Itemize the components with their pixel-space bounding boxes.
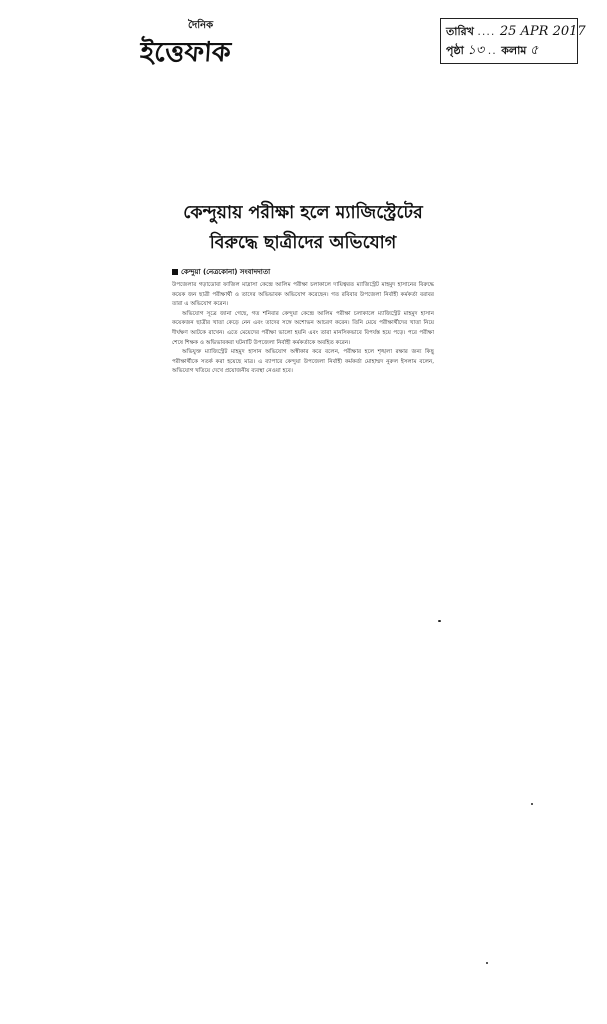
article-body <box>172 281 434 377</box>
stamp-column-label: কলাম <box>501 44 527 57</box>
square-bullet-icon <box>172 269 178 275</box>
scan-speck <box>438 620 441 622</box>
scan-speck <box>531 803 533 805</box>
stamp-date-label: তারিখ <box>446 25 474 38</box>
headline-line-2: বিরুদ্ধে ছাত্রীদের অভিযোগ <box>209 233 397 253</box>
scan-speck <box>486 962 488 964</box>
stamp-page-value: ১৩ <box>467 43 485 58</box>
stamp-dots: .... <box>477 25 500 38</box>
stamp-date-value: 25 APR 2017 <box>499 24 586 39</box>
newspaper-clipping <box>172 198 434 450</box>
stamp-page-label: পৃষ্ঠা <box>446 44 464 57</box>
byline-text: কেন্দুয়া (নেত্রকোনা) সংবাদদাতা <box>181 268 271 276</box>
stamp-date-row <box>446 22 586 41</box>
headline-line-1: কেন্দুয়ায় পরীক্ষা হলে ম্যাজিস্ট্রেটের <box>183 203 423 223</box>
article-headline <box>172 198 434 258</box>
article-byline <box>172 266 434 278</box>
stamp-column-value: ৫ <box>529 43 539 58</box>
date-stamp <box>440 18 586 64</box>
article-paragraph: অভিযুক্ত ম্যাজিস্ট্রেট মাহমুদ হাসান অভিযোগ অস্বীকার করে বলেন, পরীক্ষার হলে শৃঙ্খলা রক্ষার জন্য কিছু পরীক্ষার্থীকে সতর্ক করা হয়েছে মাত্র। এ ব্যাপারে কেন্দুয়া উপজেলা নির্বাহী কর্মকর্তা মোহাম্মদ নুরুল ইসলাম বলেন, অভিযোগ খতিয়ে দেখে প্রয়োজনীয় ব্যবস্থা নেওয়া হবে। <box>172 349 434 375</box>
stamp-page-row <box>446 41 572 60</box>
article-paragraph: অভিযোগ সূত্রে জানা গেছে, গত শনিবার কেন্দুয়া কেন্দ্রে আলিম পরীক্ষা চলাকালে ম্যাজিস্ট্রেট মাহমুদ হাসান কয়েকজন ছাত্রীর খাতা কেড়ে নেন এবং তাদের সঙ্গে অশোভন আচরণ করেন। তিনি মেয়ে পরীক্ষার্থীদের খাতা নিয়ে দীর্ঘক্ষণ আটকে রাখেন। এতে মেয়েদের পরীক্ষা ভালো হয়নি এবং তারা মানসিকভাবে বিপর্যস্ত হয়ে পড়ে। পরে পরীক্ষা শেষে শিক্ষক ও অভিভাবকরা ঘটনাটি উপজেলা নির্বাহী কর্মকর্তাকে অবহিত করেন। <box>172 310 434 346</box>
masthead-kicker: দৈনিক <box>188 20 214 31</box>
newspaper-masthead <box>140 18 270 78</box>
article-paragraph: উপজেলার গড়াডোবা ফাজিল মাদ্রাসা কেন্দ্রে আলিম পরীক্ষা চলাকালে দায়িত্বরত ম্যাজিস্ট্রেট মাহমুদ হাসানের বিরুদ্ধে কয়েক জন ছাত্রী পরীক্ষার্থী ও তাদের অভিভাবক অভিযোগ করেছেন। গত রবিবার উপজেলা নির্বাহী কর্মকর্তা বরাবর তারা এ অভিযোগ করেন। <box>172 282 434 308</box>
stamp-dots: .. <box>487 44 502 57</box>
newspaper-name: ইত্তেফাক <box>139 37 232 68</box>
